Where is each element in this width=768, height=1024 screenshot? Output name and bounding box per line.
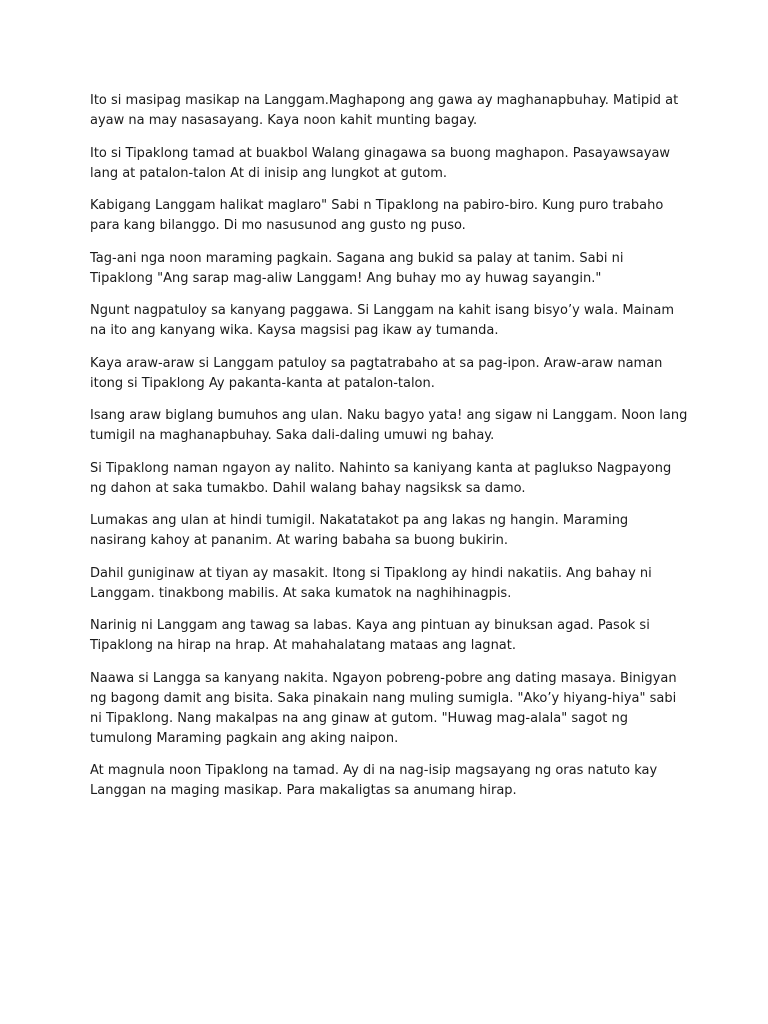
paragraph-1: Ito si masipag masikap na Langgam.Maghapong ang gawa ay maghanapbuhay. Matipid at ayaw na may nasasayang. Kaya noon kahit munting bagay. <box>90 93 679 128</box>
paragraph-12: Naawa si Langga sa kanyang nakita. Ngayon pobreng-pobre ang dating masaya. Binigyan ng bagong damit ang bisita. Saka pinakain nang muling sumigla. "Ako’y hiyang-hiya" sabi ni Tipaklong. Nang makalpas na ang ginaw at gutom. "Huwag mag-alala" sagot ng tumulong Maraming pagkain ang aking naipon. <box>90 670 677 746</box>
paragraph-3: Kabigang Langgam halikat maglaro" Sabi n Tipaklong na pabiro-biro. Kung puro trabaho para kang bilanggo. Di mo nasusunod ang gusto ng puso. <box>90 198 664 233</box>
paragraph-9: Lumakas ang ulan at hindi tumigil. Nakatatakot pa ang lakas ng hangin. Maraming nasirang kahoy at pananim. At waring babaha sa buong bukirin. <box>90 513 629 548</box>
paragraph-5: Ngunt nagpatuloy sa kanyang paggawa. Si Langgam na kahit isang bisyo’y wala. Mainam na ito ang kanyang wika. Kaysa magsisi pag ikaw ay tumanda. <box>90 303 675 338</box>
paragraph-8: Si Tipaklong naman ngayon ay nalito. Nahinto sa kaniyang kanta at paglukso Nagpayong ng dahon at saka tumakbo. Dahil walang bahay nagsiksk sa damo. <box>90 460 672 496</box>
paragraph-10: Dahil guniginaw at tiyan ay masakit. Itong si Tipaklong ay hindi nakatiis. Ang bahay ni Langgam. tinakbong mabilis. At saka kumatok na naghihinagpis. <box>90 565 652 601</box>
paragraph-13: At magnula noon Tipaklong na tamad. Ay di na nag-isip magsayang ng oras natuto kay Langgan na maging masikap. Para makaligtas sa anumang hirap. <box>90 763 658 798</box>
paragraph-6: Kaya araw-araw si Langgam patuloy sa pagtatrabaho at sa pag-ipon. Araw-araw naman itong si Tipaklong Ay pakanta-kanta at patalon-talon. <box>90 355 663 391</box>
paragraph-2: Ito si Tipaklong tamad at buakbol Walang ginagawa sa buong maghapon. Pasayawsayaw lang at patalon-talon At di inisip ang lungkot at gutom. <box>90 145 671 181</box>
paragraph-4: Tag-ani nga noon maraming pagkain. Sagana ang bukid sa palay at tanim. Sabi ni Tipaklong "Ang sarap mag-aliw Langgam! Ang buhay mo ay huwag sayangin." <box>90 250 624 286</box>
paragraph-11: Narinig ni Langgam ang tawag sa labas. Kaya ang pintuan ay binuksan agad. Pasok si Tipaklong na hirap na hrap. At mahahalatang mataas ang lagnat. <box>90 618 650 653</box>
paragraph-7: Isang araw biglang bumuhos ang ulan. Naku bagyo yata! ang sigaw ni Langgam. Noon lang tumigil na maghanapbuhay. Saka dali-daling umuwi ng bahay. <box>90 408 688 443</box>
